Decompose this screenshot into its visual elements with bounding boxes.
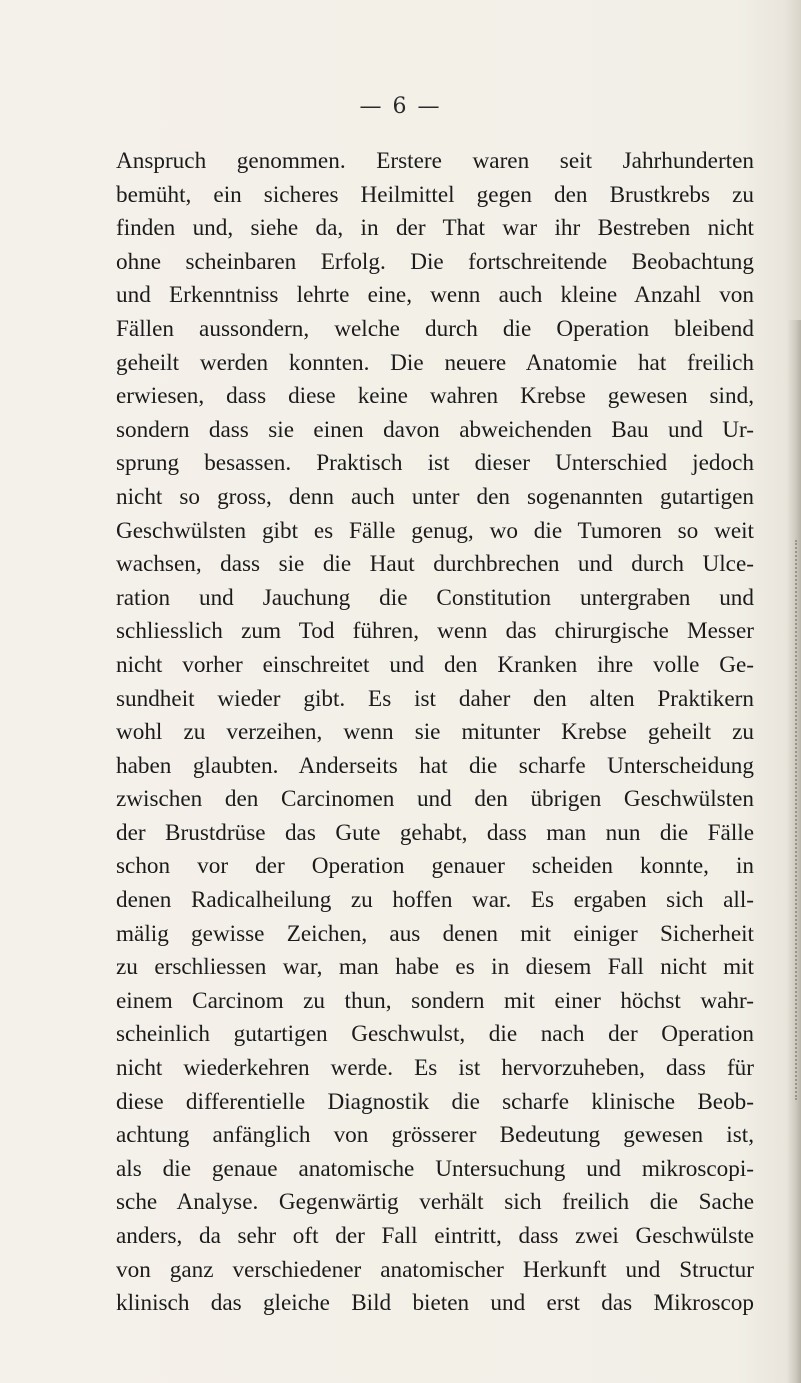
text-line: sundheit wieder gibt. Es ist daher den alten Praktikern bbox=[116, 685, 754, 712]
text-line: ohne scheinbaren Erfolg. Die fortschreitende Beobachtung bbox=[116, 248, 754, 275]
text-line: haben glaubten. Anderseits hat die scharfe Unterscheidung bbox=[116, 752, 754, 779]
text-line: zu erschliessen war, man habe es in diesem Fall nicht mit bbox=[116, 954, 754, 981]
text-line: bemüht, ein sicheres Heilmittel gegen den Brustkrebs zu bbox=[116, 181, 754, 208]
page-number: — 6 — bbox=[359, 94, 442, 119]
text-line: nicht so gross, denn auch unter den sogenannten gutartigen bbox=[116, 483, 754, 510]
text-line: zwischen den Carcinomen und den übrigen Geschwülsten bbox=[116, 786, 754, 813]
page-edge-marks bbox=[789, 540, 797, 1100]
text-line: einem Carcinom zu thun, sondern mit einer höchst wahr- bbox=[116, 987, 754, 1014]
text-line: sprung besassen. Praktisch ist dieser Unterschied jedoch bbox=[116, 450, 754, 477]
text-line: schliesslich zum Tod führen, wenn das chirurgische Messer bbox=[116, 618, 754, 645]
text-line: wohl zu verzeihen, wenn sie mitunter Krebse geheilt zu bbox=[116, 719, 754, 746]
text-line: geheilt werden konnten. Die neuere Anatomie hat freilich bbox=[116, 349, 754, 376]
text-line: anders, da sehr oft der Fall eintritt, dass zwei Geschwülste bbox=[116, 1223, 754, 1249]
text-line: als die genaue anatomische Untersuchung und mikroscopi- bbox=[116, 1155, 754, 1182]
text-line: und Erkenntniss lehrte eine, wenn auch kleine Anzahl von bbox=[116, 282, 754, 309]
text-line: nicht vorher einschreitet und den Kranken ihre volle Ge- bbox=[116, 651, 754, 678]
text-line: erwiesen, dass diese keine wahren Krebse gewesen sind, bbox=[116, 383, 754, 410]
text-line: Anspruch genommen. Erstere waren seit Jahrhunderten bbox=[116, 148, 754, 174]
text-line: Geschwülsten gibt es Fälle genug, wo die Tumoren so weit bbox=[116, 517, 754, 544]
text-line: von ganz verschiedener anatomischer Herkunft und Structur bbox=[116, 1256, 754, 1283]
text-line: ration und Jauchung die Constitution untergraben und bbox=[116, 584, 754, 611]
text-line: klinisch das gleiche Bild bieten und erst das Mikroscop bbox=[116, 1290, 754, 1317]
text-line: scheinlich gutartigen Geschwulst, die nach der Operation bbox=[116, 1021, 754, 1048]
text-line: sche Analyse. Gegenwärtig verhält sich freilich die Sache bbox=[116, 1189, 754, 1216]
text-line: nicht wiederkehren werde. Es ist hervorzuheben, dass für bbox=[116, 1055, 754, 1082]
text-line: schon vor der Operation genauer scheiden konnte, in bbox=[116, 853, 754, 880]
text-line: diese differentielle Diagnostik die scharfe klinische Beob- bbox=[116, 1088, 754, 1115]
text-line: mälig gewisse Zeichen, aus denen mit einiger Sicherheit bbox=[116, 920, 754, 947]
text-line: finden und, siehe da, in der That war ihr Bestreben nicht bbox=[116, 215, 754, 242]
text-line: Fällen aussondern, welche durch die Operation bleibend bbox=[116, 315, 754, 342]
text-line: achtung anfänglich von grösserer Bedeutung gewesen ist, bbox=[116, 1122, 754, 1149]
text-line: denen Radicalheilung zu hoffen war. Es ergaben sich all- bbox=[116, 887, 754, 914]
text-line: wachsen, dass sie die Haut durchbrechen und durch Ulce- bbox=[116, 551, 754, 578]
body-text bbox=[116, 145, 754, 1321]
text-line: sondern dass sie einen davon abweichenden Bau und Ur- bbox=[116, 416, 754, 443]
text-line: der Brustdrüse das Gute gehabt, dass man nun die Fälle bbox=[116, 819, 754, 846]
